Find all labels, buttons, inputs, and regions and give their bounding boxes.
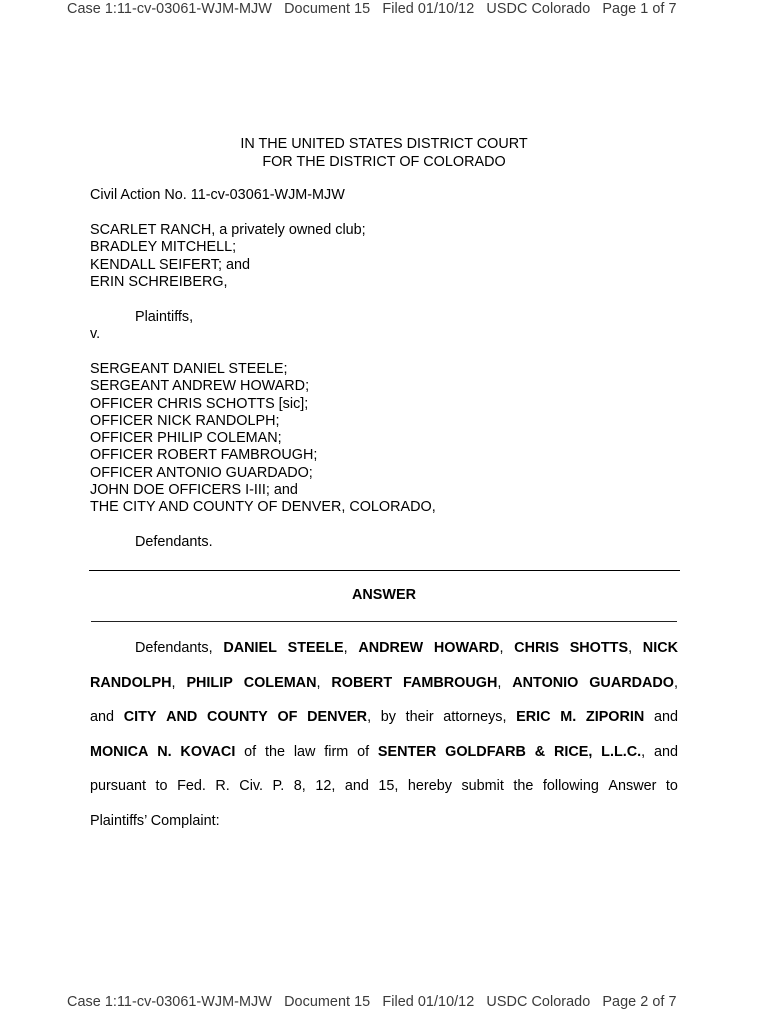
bold-party-name: RANDOLPH: [90, 674, 172, 691]
bold-party-name: ZIPORIN: [585, 709, 645, 726]
bold-party-name: ROBERT: [331, 674, 393, 691]
bold-party-name: PHILIP: [186, 674, 233, 691]
defendants-list: [90, 361, 436, 517]
defendants-label: Defendants.: [135, 534, 213, 550]
caption-divider-top: [89, 570, 680, 571]
bold-party-name: FAMBROUGH: [403, 674, 498, 691]
bold-party-name: CITY: [123, 709, 157, 726]
bold-party-name: ERIC: [516, 709, 551, 726]
paragraph-line: [90, 804, 678, 839]
document-title: ANSWER: [352, 587, 416, 603]
bold-party-name: GUARDADO: [589, 674, 674, 691]
paragraph-text: attorneys,: [443, 709, 507, 726]
defendant-name: OFFICER CHRIS SCHOTTS [sic];: [90, 395, 309, 412]
bold-party-name: SHOTTS: [569, 640, 629, 656]
versus-label: v.: [90, 326, 101, 342]
bold-party-name: NICK: [642, 640, 678, 656]
paragraph-text: to: [665, 778, 678, 795]
paragraph-text: Answer: [608, 778, 657, 795]
paragraph-line: [90, 735, 678, 770]
paragraph-text: ,: [641, 743, 646, 760]
paragraph-text: R.: [215, 778, 230, 795]
paragraph-text: 8,: [293, 778, 306, 795]
paragraph-word: [589, 666, 678, 701]
civil-action-number: Civil Action No. 11-cv-03061-WJM-MJW: [90, 187, 345, 203]
paragraph-text: and: [653, 709, 678, 726]
defendant-name: SERGEANT DANIEL STEELE;: [90, 361, 288, 377]
bold-party-name: CHRIS: [514, 640, 559, 656]
paragraph-text: law: [293, 743, 316, 760]
paragraph-text: 15,: [378, 778, 399, 795]
paragraph-text: by: [380, 709, 396, 726]
court-name-line: IN THE UNITED STATES DISTRICT COURT: [240, 136, 528, 152]
paragraph-word: [288, 631, 348, 666]
defendant-name: THE CITY AND COUNTY OF DENVER, COLORADO,: [90, 499, 436, 516]
paragraph-word: [90, 666, 176, 701]
bold-party-name: DENVER: [307, 709, 368, 726]
paragraph-text: Defendants,: [135, 640, 213, 656]
paragraph-text: ,: [499, 640, 504, 656]
bold-party-name: DANIEL: [223, 640, 277, 656]
bold-party-name: SENTER: [377, 743, 437, 760]
paragraph-text: firm: [324, 743, 349, 760]
paragraph-text: ,: [367, 709, 372, 726]
paragraph-text: and: [653, 743, 678, 760]
bold-party-name: ANTONIO: [512, 674, 579, 691]
paragraph-text: the: [265, 743, 286, 760]
paragraph-word: [570, 631, 632, 666]
court-district-line: FOR THE DISTRICT OF COLORADO: [262, 154, 506, 170]
defendant-name: OFFICER ROBERT FAMBROUGH;: [90, 447, 318, 464]
bold-party-name: COUNTY: [207, 709, 268, 726]
paragraph-line: [90, 769, 678, 804]
paragraph-text: hereby: [407, 778, 452, 795]
paragraph-line: [90, 631, 678, 666]
paragraph-text: of: [244, 743, 257, 760]
bold-party-name: AND: [166, 709, 198, 726]
paragraph-word: [434, 631, 504, 666]
bold-party-name: L.L.C.: [601, 743, 642, 760]
paragraph-text: their: [405, 709, 434, 726]
paragraph-text: ,: [343, 640, 348, 656]
plaintiffs-label: Plaintiffs,: [135, 309, 194, 325]
bold-party-name: KOVACI: [180, 743, 236, 760]
paragraph-text: P.: [272, 778, 285, 795]
defendant-name: OFFICER NICK RANDOLPH;: [90, 412, 280, 429]
bold-party-name: MONICA: [90, 743, 149, 760]
paragraph-text: and: [344, 778, 369, 795]
paragraph-text: 12,: [315, 778, 336, 795]
paragraph-text: of: [357, 743, 370, 760]
paragraph-text: ,: [171, 674, 176, 691]
defendant-name: OFFICER PHILIP COLEMAN;: [90, 430, 282, 447]
bold-party-name: RICE,: [553, 743, 593, 760]
paragraph-text: ,: [316, 674, 321, 691]
paragraph-line: [90, 666, 678, 701]
paragraph-text: the: [513, 778, 534, 795]
bold-party-name: COLEMAN: [243, 674, 317, 691]
bold-party-name: ANDREW: [358, 640, 424, 656]
footer-case-stamp: Case 1:11-cv-03061-WJM-MJW Document 15 Filed 01/10/12 USDC Colorado Page 2 of 7: [67, 994, 677, 1010]
header-case-stamp: Case 1:11-cv-03061-WJM-MJW Document 15 Filed 01/10/12 USDC Colorado Page 1 of 7: [67, 1, 677, 17]
plaintiff-name: KENDALL SEIFERT; and: [90, 256, 250, 273]
paragraph-text: ,: [673, 674, 678, 691]
plaintiffs-list: [90, 222, 366, 291]
paragraph-word: [244, 666, 321, 701]
bold-party-name: N.: [157, 743, 172, 760]
plaintiff-name: BRADLEY MITCHELL;: [90, 239, 237, 256]
defendant-name: OFFICER ANTONIO GUARDADO;: [90, 464, 313, 481]
paragraph-text: and: [90, 709, 115, 726]
paragraph-text: Fed.: [177, 778, 206, 795]
paragraph-line: [90, 700, 678, 735]
defendant-name: SERGEANT ANDREW HOWARD;: [90, 378, 310, 395]
paragraph-text: Civ.: [239, 778, 264, 795]
paragraph-text: following: [542, 778, 599, 795]
court-caption: [0, 135, 768, 171]
caption-divider-bottom: [91, 621, 677, 622]
paragraph-text: ,: [628, 640, 633, 656]
plaintiff-name: ERIN SCHREIBERG,: [90, 273, 228, 290]
plaintiff-name: SCARLET RANCH, a privately owned club;: [90, 222, 366, 238]
defendant-name: JOHN DOE OFFICERS I-III; and: [90, 482, 298, 499]
bold-party-name: OF: [277, 709, 298, 726]
paragraph-word: [403, 666, 501, 701]
answer-paragraph: [90, 631, 678, 839]
bold-party-name: &: [534, 743, 546, 760]
paragraph-text: submit: [461, 778, 504, 795]
bold-party-name: HOWARD: [433, 640, 500, 656]
paragraph-word: [307, 700, 371, 735]
paragraph-text: ,: [497, 674, 502, 691]
bold-party-name: STEELE: [287, 640, 344, 656]
paragraph-text: Plaintiffs’ Complaint:: [90, 812, 220, 829]
paragraph-text: pursuant: [90, 778, 147, 795]
paragraph-word: [601, 735, 645, 770]
paragraph-text: to: [155, 778, 168, 795]
bold-party-name: M.: [560, 709, 577, 726]
bold-party-name: GOLDFARB: [445, 743, 526, 760]
